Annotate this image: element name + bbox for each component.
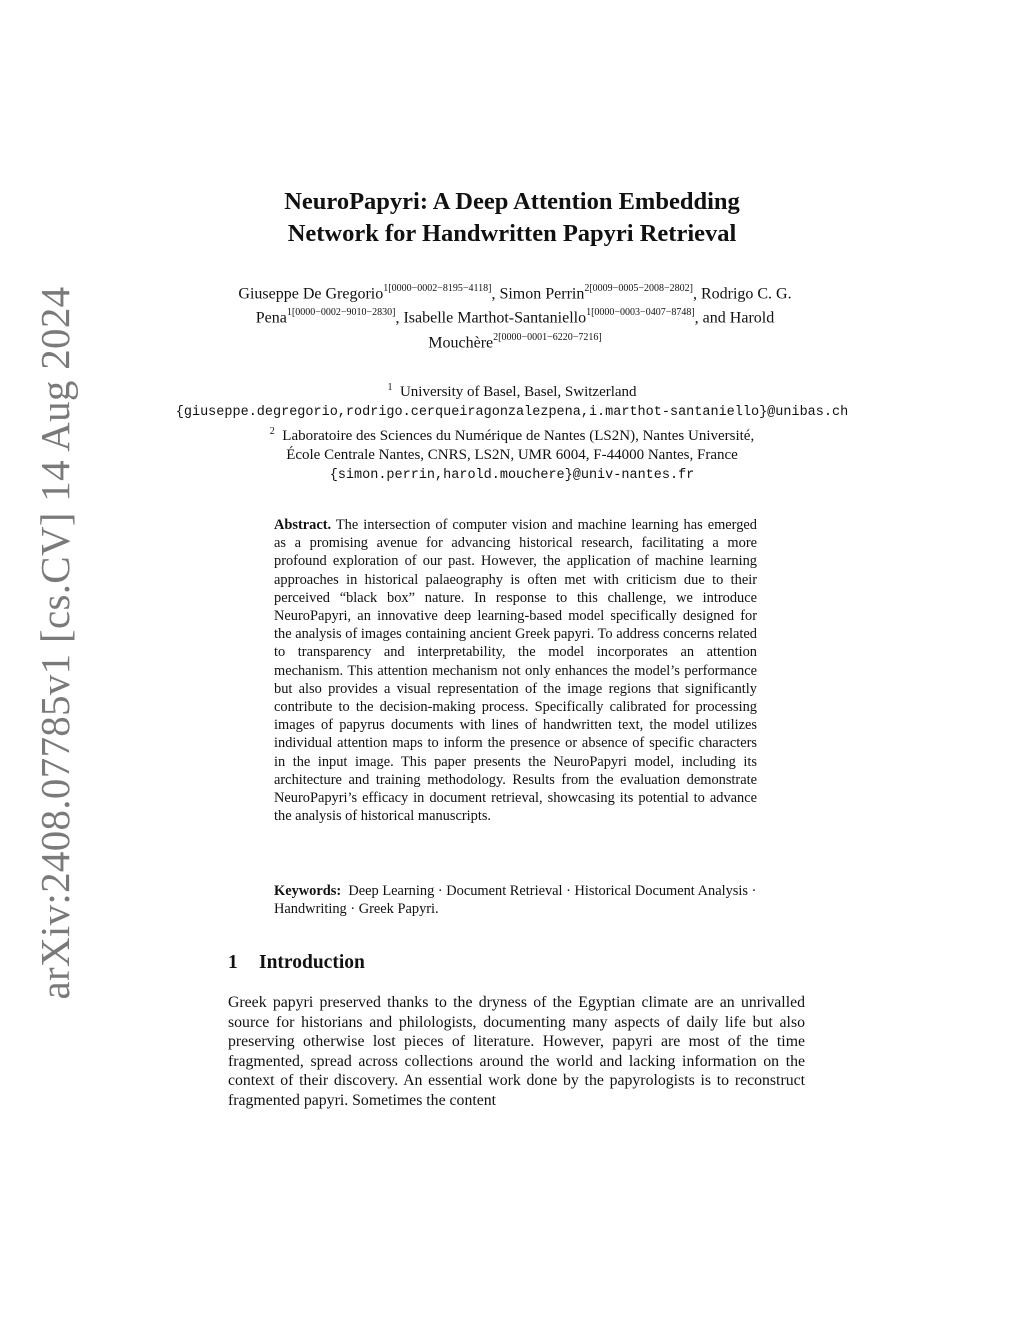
author-separator: , bbox=[395, 309, 404, 327]
author-name: Rodrigo C. G. Pena bbox=[255, 285, 792, 327]
author-list bbox=[190, 280, 840, 353]
affiliation-2-line-2: École Centrale Nantes, CNRS, LS2N, UMR 6004, F-44000 Nantes, France bbox=[286, 447, 738, 463]
introduction-paragraph: Greek papyri preserved thanks to the dryness of the Egyptian climate are an unrivalled source for historians and philologists, documenting many aspects of daily life but also preserving otherwise lost pieces of literature. However, papyri are most of the time fragmented, spread across collections around the world and lacking information on the context of their discovery. An essential work done by the papyrologists is to reconstruct fragmented papyri. Sometimes the content bbox=[228, 994, 805, 1109]
paper-title-line-2: Network for Handwritten Papyri Retrieval bbox=[287, 220, 737, 247]
section-number: 1 bbox=[228, 952, 238, 973]
affiliation-1-email-line bbox=[160, 402, 864, 422]
arxiv-sidebar-stamp bbox=[30, 286, 80, 999]
arxiv-identifier: arXiv:2408.07785v1 [cs.CV] 14 Aug 2024 bbox=[32, 286, 78, 999]
abstract-label: Abstract. bbox=[274, 517, 332, 533]
keywords-label: Keywords: bbox=[274, 883, 342, 899]
affiliations bbox=[160, 378, 864, 485]
affiliation-2 bbox=[160, 422, 864, 446]
author-orcid: 2[0000−0001−6220−7216] bbox=[493, 331, 602, 343]
author-name: Harold Mouchère bbox=[428, 309, 775, 351]
author-orcid: 1[0000−0002−8195−4118] bbox=[383, 283, 492, 294]
author-separator: , and bbox=[694, 309, 730, 327]
affiliation-2-line-1: Laboratoire des Sciences du Numérique de Nantes (LS2N), Nantes Université, bbox=[282, 428, 755, 444]
abstract bbox=[274, 516, 757, 825]
author-orcid: 2[0009−0005−2008−2802] bbox=[584, 283, 693, 294]
paper-title-line-1: NeuroPapyri: A Deep Attention Embedding bbox=[284, 188, 740, 215]
keywords bbox=[274, 882, 757, 918]
keywords-text: Deep Learning · Document Retrieval · Historical Document Analysis · Handwriting · Greek Papyri. bbox=[274, 883, 757, 918]
author-orcid: 1[0000−0003−0407−8748] bbox=[586, 307, 695, 319]
affiliation-1-name: University of Basel, Basel, Switzerland bbox=[399, 384, 637, 400]
section-heading-introduction bbox=[228, 952, 365, 974]
affiliation-1-email[interactable]: {giuseppe.degregorio,rodrigo.cerqueiragonzalezpena,i.marthot-santaniello}@unibas.ch bbox=[175, 405, 849, 420]
paper-title bbox=[160, 186, 864, 250]
author-name: Giuseppe De Gregorio bbox=[238, 285, 384, 303]
author-orcid: 1[0000−0002−9010−2830] bbox=[286, 307, 396, 319]
affiliation-2-email-line bbox=[160, 465, 864, 485]
author-name: Isabelle Marthot-Santaniello bbox=[403, 309, 587, 327]
affiliation-1-mark: 1 bbox=[387, 382, 393, 393]
author-name: Simon Perrin bbox=[499, 285, 585, 303]
affiliation-1 bbox=[160, 378, 864, 402]
author-separator: , bbox=[491, 285, 500, 303]
affiliation-2-mark: 2 bbox=[269, 426, 275, 437]
section-title: Introduction bbox=[259, 952, 365, 973]
author-separator: , bbox=[692, 285, 701, 303]
abstract-text: The intersection of computer vision and machine learning has emerged as a promising avenue for advancing historical research, facilitating a more profound exploration of our past. However, the application of machine learning approaches in historical palaeography is often met with criticism due to their perceived “black box” nature. In response to this challenge, we introduce NeuroPapyri, an innovative deep learning-based model specifically designed for the analysis of images containing ancient Greek papyri. To address concerns related to transparency and interpretability, the model incorporates an attention mechanism. This attention mechanism not only enhances the model’s performance but also provides a visual representation of the image regions that significantly contribute to the decision-making process. Specifically calibrated for processing images of papyrus documents with lines of handwritten text, the model utilizes individual attention maps to inform the presence or absence of specific characters in the input image. This paper presents the NeuroPapyri model, including its architecture and training methodology. Results from the evaluation demonstrate NeuroPapyri’s efficacy in document retrieval, showcasing its potential to advance the analysis of historical manuscripts. bbox=[274, 517, 757, 825]
affiliation-2-email[interactable]: {simon.perrin,harold.mouchere}@univ-nantes.fr bbox=[329, 468, 695, 483]
